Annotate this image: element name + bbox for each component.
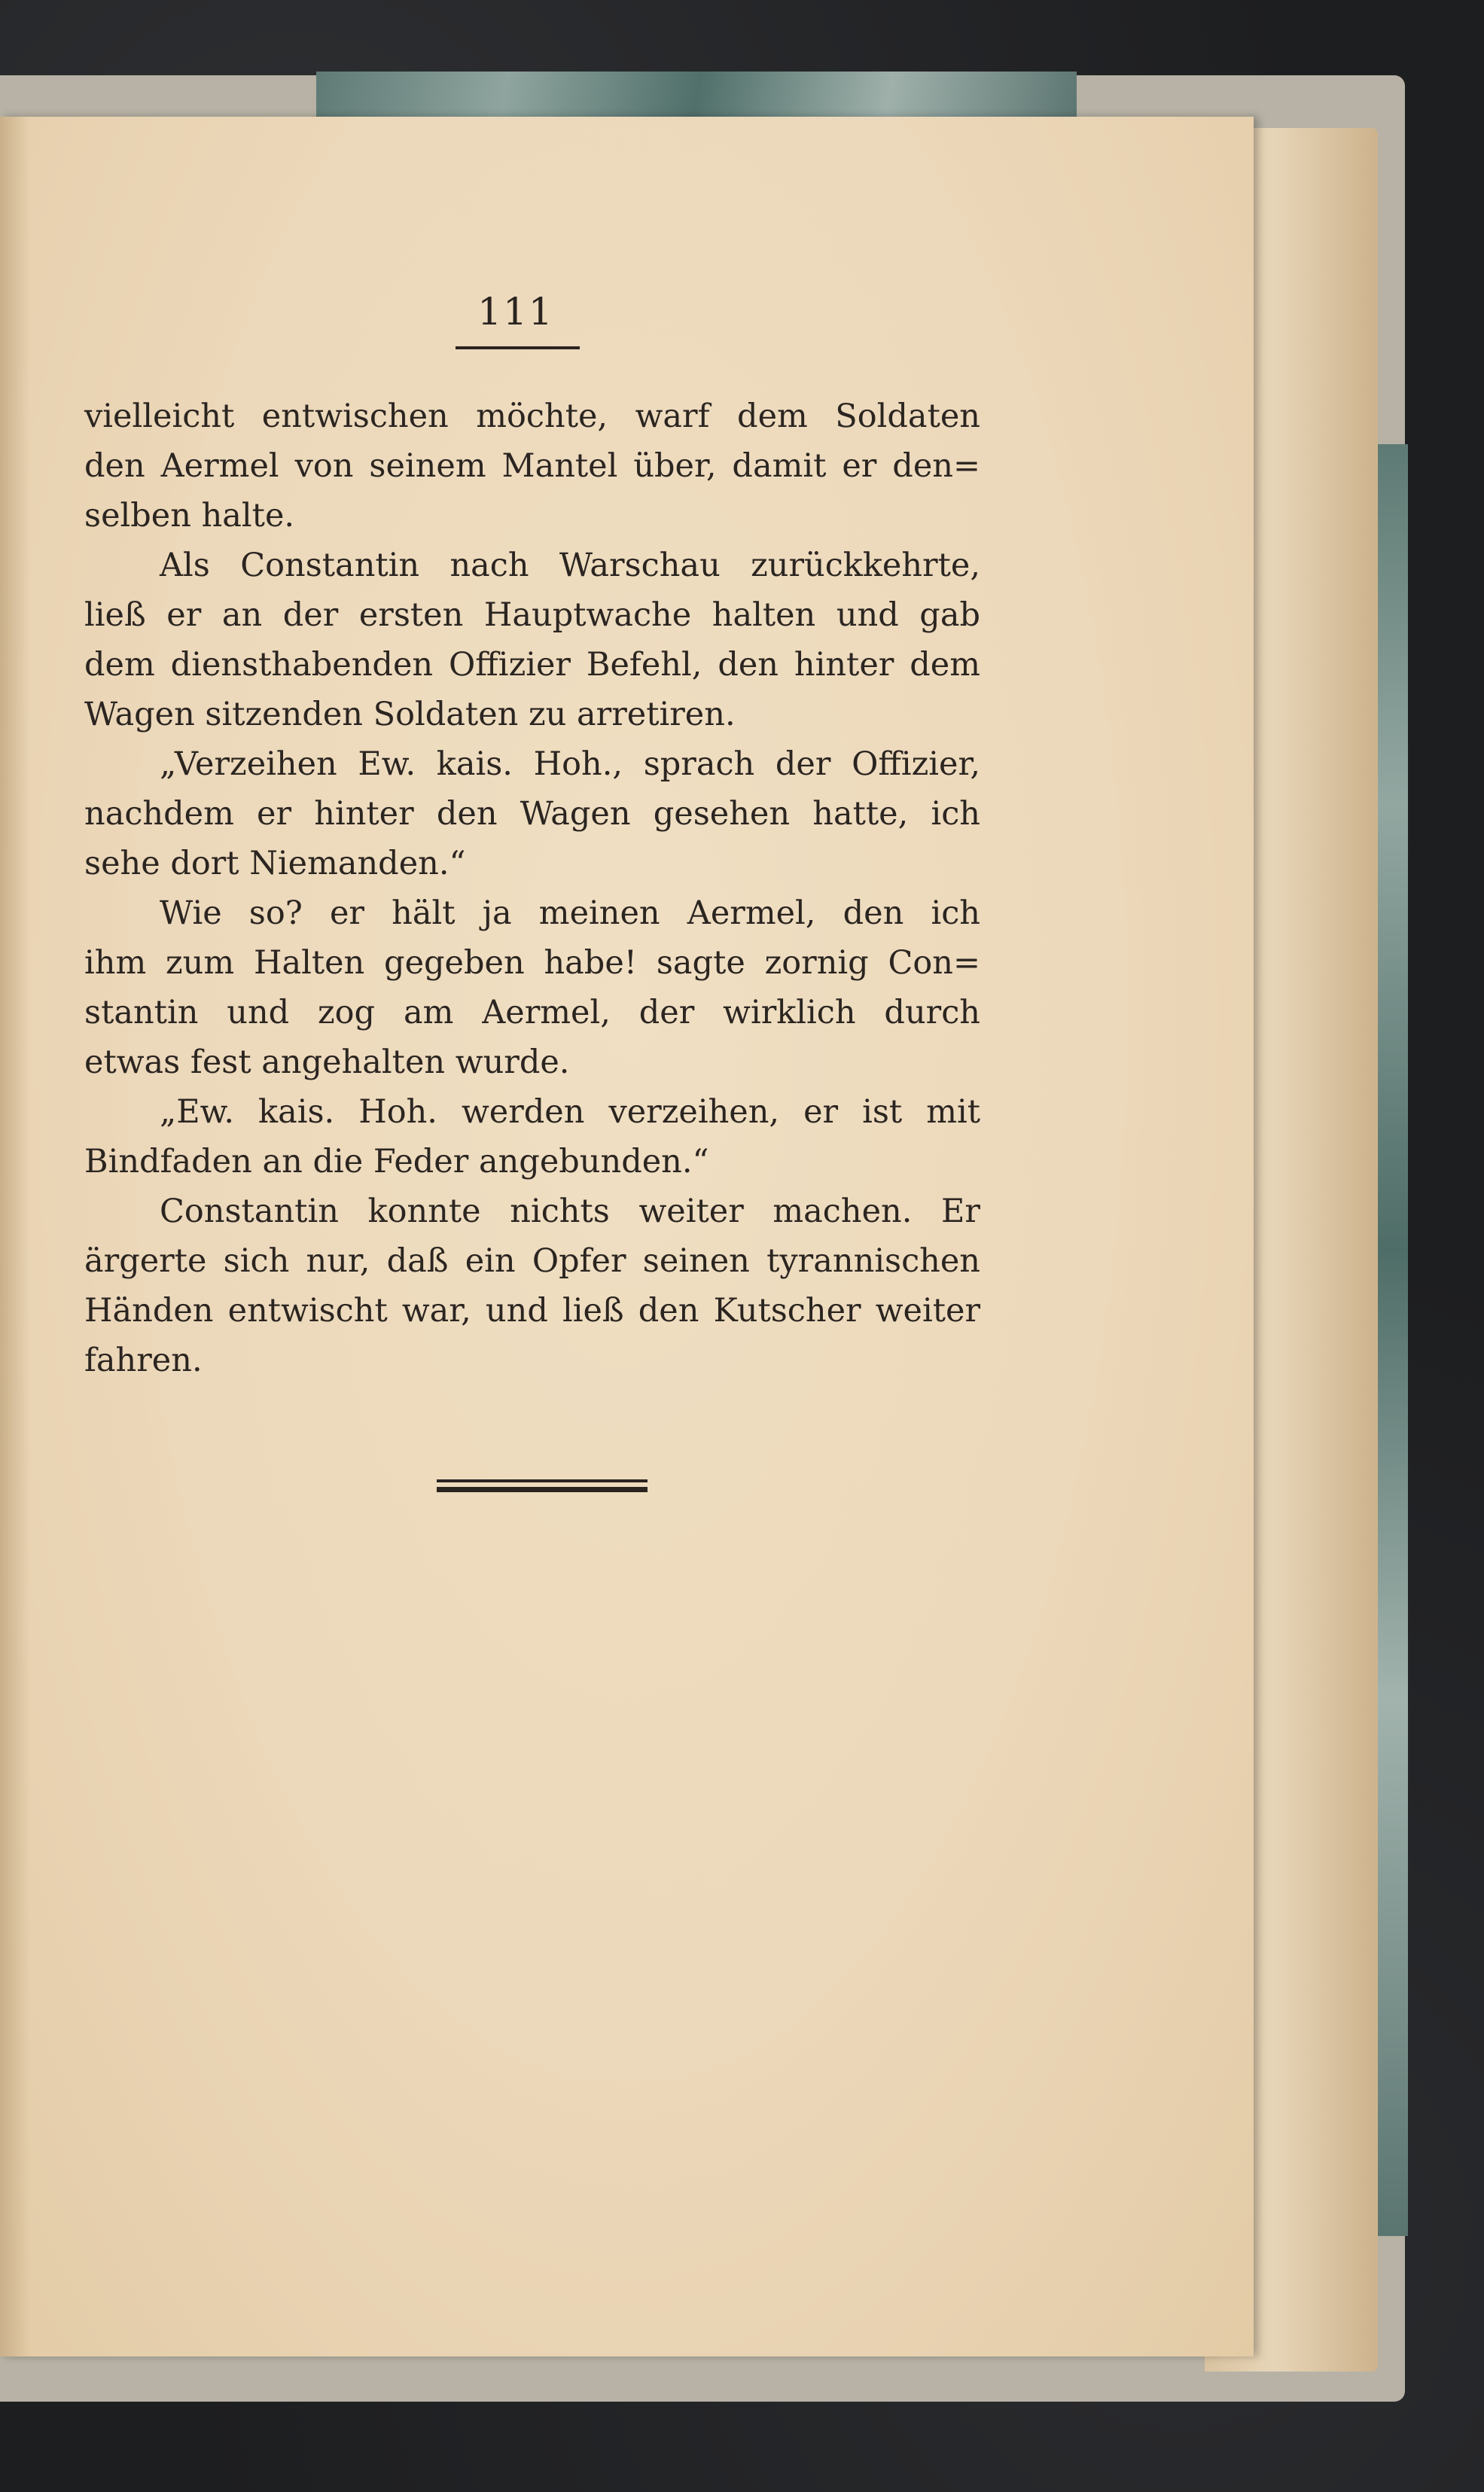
text-line: Wagen sitzenden Soldaten zu arretiren. bbox=[84, 696, 736, 733]
text-line: Als Constantin nach Warschau zurückkehrte, bbox=[160, 547, 980, 584]
text-line: sehe dort Niemanden.“ bbox=[84, 845, 466, 882]
page-gutter-shadow bbox=[0, 117, 30, 2356]
page-number-underline bbox=[456, 346, 580, 349]
text-line: Wie so? er hält ja meinen Aermel, den ich bbox=[160, 894, 980, 932]
text-line: nachdem er hinter den Wagen gesehen hatte, ich bbox=[84, 795, 980, 833]
end-rule-thin bbox=[437, 1479, 648, 1482]
end-rule-thick bbox=[437, 1487, 648, 1492]
text-line: ließ er an der ersten Hauptwache halten und gab bbox=[84, 596, 980, 634]
text-line: vielleicht entwischen möchte, warf dem Soldaten bbox=[84, 398, 980, 435]
text-line: Constantin konnte nichts weiter machen. Er bbox=[160, 1193, 980, 1230]
text-line: fahren. bbox=[84, 1342, 203, 1379]
text-line: etwas fest angehalten wurde. bbox=[84, 1043, 570, 1081]
text-line: Bindfaden an die Feder angebunden.“ bbox=[84, 1143, 709, 1181]
page-text-block bbox=[84, 391, 980, 1385]
page-number: 111 bbox=[477, 290, 554, 334]
text-line: ärgerte sich nur, daß ein Opfer seinen tyrannischen bbox=[84, 1242, 980, 1280]
end-of-chapter-rule bbox=[437, 1479, 648, 1492]
text-line: den Aermel von seinem Mantel über, damit er den= bbox=[84, 447, 980, 485]
text-line: selben halte. bbox=[84, 497, 295, 535]
text-line: ihm zum Halten gegeben habe! sagte zornig Con= bbox=[84, 944, 980, 982]
text-line: „Ew. kais. Hoh. werden verzeihen, er ist mit bbox=[160, 1093, 980, 1131]
text-line: dem diensthabenden Offizier Befehl, den hinter dem bbox=[84, 646, 980, 684]
text-line: „Verzeihen Ew. kais. Hoh., sprach der Offizier, bbox=[160, 745, 980, 783]
text-line: Händen entwischt war, und ließ den Kutscher weiter bbox=[84, 1292, 980, 1330]
text-line: stantin und zog am Aermel, der wirklich durch bbox=[84, 994, 980, 1031]
